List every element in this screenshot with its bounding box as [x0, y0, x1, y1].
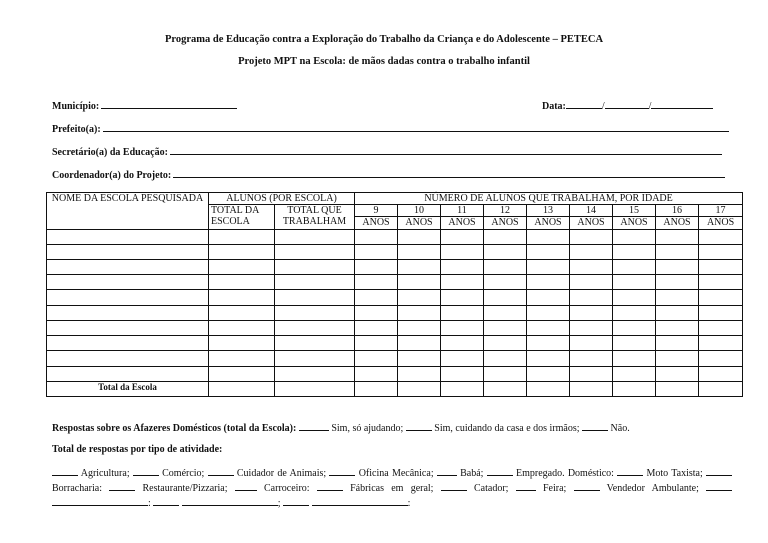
date-label: Data: [542, 101, 566, 112]
table-cell[interactable] [527, 244, 570, 259]
activity-count-blank[interactable] [441, 481, 467, 491]
table-cell[interactable] [527, 290, 570, 305]
age-unit: ANOS [699, 217, 743, 229]
table-cell[interactable] [656, 290, 699, 305]
table-cell[interactable] [656, 244, 699, 259]
table-cell[interactable] [47, 336, 209, 351]
coordenador-blank[interactable] [173, 168, 725, 178]
activity-label: Catador; [474, 483, 509, 494]
table-cell[interactable] [484, 244, 527, 259]
other-separator: : [407, 498, 411, 509]
table-cell[interactable] [484, 320, 527, 335]
table-cell[interactable] [47, 320, 209, 335]
table-cell[interactable] [613, 366, 656, 381]
table-row [47, 244, 743, 259]
table-cell[interactable] [398, 244, 441, 259]
table-cell[interactable] [355, 305, 398, 320]
municipio-label: Município: [52, 101, 100, 112]
activity-count-blank[interactable] [437, 466, 457, 476]
table-cell[interactable] [275, 336, 355, 351]
date-separator: / [601, 101, 605, 112]
table-cell[interactable] [209, 275, 275, 290]
table-cell[interactable] [656, 275, 699, 290]
age-unit: ANOS [656, 217, 699, 229]
table-cell[interactable] [209, 320, 275, 335]
municipio-blank[interactable] [101, 99, 237, 109]
table-cell[interactable] [484, 275, 527, 290]
table-cell[interactable] [527, 336, 570, 351]
table-cell[interactable] [441, 229, 484, 244]
table-cell[interactable] [398, 351, 441, 366]
table-cell[interactable] [656, 229, 699, 244]
table-cell[interactable] [570, 381, 613, 396]
table-cell[interactable] [275, 259, 355, 274]
activity-label: Agricultura; [80, 468, 130, 479]
table-cell[interactable] [398, 259, 441, 274]
survey-table [46, 192, 743, 397]
other-activity-blank[interactable] [52, 496, 148, 506]
total-escola-header: TOTAL DA ESCOLA [209, 205, 275, 229]
total-row [47, 381, 743, 396]
prefeito-label: Prefeito(a): [52, 124, 101, 135]
table-row [47, 351, 743, 366]
table-cell[interactable] [441, 336, 484, 351]
table-cell[interactable] [209, 366, 275, 381]
table-cell[interactable] [275, 275, 355, 290]
date-month-blank[interactable] [605, 99, 649, 109]
activity-count-blank[interactable] [235, 481, 257, 491]
table-cell[interactable] [570, 259, 613, 274]
table-header-row [47, 193, 743, 205]
table-cell[interactable] [209, 229, 275, 244]
table-cell[interactable] [527, 366, 570, 381]
table-cell[interactable] [209, 244, 275, 259]
table-cell[interactable] [613, 290, 656, 305]
table-cell[interactable] [209, 351, 275, 366]
activities-label: Total de respostas por tipo de atividade: [52, 444, 223, 455]
activity-count-blank[interactable] [208, 466, 234, 476]
table-cell[interactable] [570, 305, 613, 320]
activity-count-blank[interactable] [133, 466, 159, 476]
table-cell[interactable] [441, 244, 484, 259]
coordenador-field [52, 168, 725, 181]
table-cell[interactable] [398, 336, 441, 351]
table-cell[interactable] [699, 244, 743, 259]
table-cell[interactable] [398, 366, 441, 381]
prefeito-field [52, 122, 729, 135]
table-cell[interactable] [398, 381, 441, 396]
answer-option-2: Sim, cuidando da casa e dos irmãos; [434, 423, 580, 434]
table-cell[interactable] [47, 229, 209, 244]
alunos-group-header: ALUNOS (POR ESCOLA) [209, 193, 355, 205]
answer-blank[interactable] [582, 421, 608, 431]
table-cell[interactable] [441, 259, 484, 274]
table-cell[interactable] [527, 229, 570, 244]
table-cell[interactable] [355, 381, 398, 396]
activity-label: Vendedor Ambulante; [606, 483, 699, 494]
prefeito-blank[interactable] [103, 122, 729, 132]
table-cell[interactable] [275, 381, 355, 396]
table-cell[interactable] [484, 259, 527, 274]
table-cell[interactable] [484, 229, 527, 244]
table-cell[interactable] [441, 275, 484, 290]
table-cell[interactable] [398, 320, 441, 335]
table-cell[interactable] [527, 259, 570, 274]
table-cell[interactable] [613, 229, 656, 244]
table-cell[interactable] [527, 305, 570, 320]
table-row [47, 336, 743, 351]
activity-count-blank[interactable] [516, 481, 536, 491]
activities-list [52, 466, 732, 511]
activity-count-blank[interactable] [109, 481, 135, 491]
other-activity-blank[interactable] [312, 496, 408, 506]
age-10-header: 10 [398, 205, 441, 217]
table-row [47, 259, 743, 274]
table-cell[interactable] [699, 305, 743, 320]
table-cell[interactable] [209, 336, 275, 351]
activity-label: Moto Taxista; [646, 468, 703, 479]
table-cell[interactable] [47, 351, 209, 366]
table-cell[interactable] [613, 381, 656, 396]
table-cell[interactable] [47, 259, 209, 274]
other-separator: : [148, 498, 151, 509]
other-count-blank[interactable] [283, 496, 309, 506]
table-cell[interactable] [398, 305, 441, 320]
age-unit: ANOS [441, 217, 484, 229]
total-trabalham-header: TOTAL QUE TRABALHAM [275, 205, 355, 229]
table-cell[interactable] [699, 381, 743, 396]
municipio-field [52, 99, 237, 112]
table-cell[interactable] [527, 381, 570, 396]
table-cell[interactable] [613, 259, 656, 274]
age-17-header: 17 [699, 205, 743, 217]
table-cell[interactable] [275, 366, 355, 381]
table-cell[interactable] [441, 305, 484, 320]
table-cell[interactable] [47, 290, 209, 305]
activity-count-blank[interactable] [487, 466, 513, 476]
activity-label: Oficina Mecânica; [358, 468, 434, 479]
table-cell[interactable] [570, 351, 613, 366]
table-cell[interactable] [570, 244, 613, 259]
table-cell[interactable] [527, 351, 570, 366]
table-cell[interactable] [656, 305, 699, 320]
activity-count-blank[interactable] [617, 466, 643, 476]
other-count-blank[interactable] [153, 496, 179, 506]
table-cell[interactable] [656, 366, 699, 381]
age-unit: ANOS [570, 217, 613, 229]
table-cell[interactable] [570, 366, 613, 381]
age-16-header: 16 [656, 205, 699, 217]
answer-option-3: Não. [610, 423, 630, 434]
table-cell[interactable] [275, 351, 355, 366]
other-activity-blank[interactable] [182, 496, 278, 506]
activity-label: Cuidador de Animais; [236, 468, 327, 479]
activity-label: Feira; [542, 483, 567, 494]
table-cell[interactable] [527, 275, 570, 290]
activity-count-blank[interactable] [52, 466, 78, 476]
activity-count-blank[interactable] [706, 466, 732, 476]
table-cell[interactable] [355, 259, 398, 274]
table-cell[interactable] [699, 290, 743, 305]
table-cell[interactable] [398, 229, 441, 244]
answer-option-1: Sim, só ajudando; [331, 423, 404, 434]
document-title: Programa de Educação contra a Exploração do Trabalho da Criança e do Adolescente – PETECA [164, 34, 604, 45]
coordenador-label: Coordenador(a) do Projeto: [52, 170, 172, 181]
table-cell[interactable] [656, 351, 699, 366]
date-year-blank[interactable] [651, 99, 713, 109]
activity-label: Babá; [460, 468, 484, 479]
table-row [47, 305, 743, 320]
secretario-field [52, 145, 722, 158]
answer-blank[interactable] [406, 421, 432, 431]
age-unit: ANOS [527, 217, 570, 229]
table-cell[interactable] [355, 229, 398, 244]
table-cell[interactable] [570, 320, 613, 335]
age-unit: ANOS [484, 217, 527, 229]
other-count-blank[interactable] [706, 481, 732, 491]
table-cell[interactable] [355, 351, 398, 366]
age-12-header: 12 [484, 205, 527, 217]
table-cell[interactable] [47, 305, 209, 320]
activity-count-blank[interactable] [329, 466, 355, 476]
table-cell[interactable] [441, 381, 484, 396]
table-cell[interactable] [656, 336, 699, 351]
table-cell[interactable] [527, 320, 570, 335]
table-cell[interactable] [656, 259, 699, 274]
table-cell[interactable] [570, 229, 613, 244]
table-cell[interactable] [275, 229, 355, 244]
age-11-header: 11 [441, 205, 484, 217]
activity-label: Borracharia: [52, 483, 102, 494]
table-cell[interactable] [484, 351, 527, 366]
table-cell[interactable] [441, 351, 484, 366]
table-row [47, 366, 743, 381]
table-cell[interactable] [613, 275, 656, 290]
table-cell[interactable] [613, 244, 656, 259]
activity-count-blank[interactable] [574, 481, 600, 491]
table-cell[interactable] [570, 290, 613, 305]
table-cell[interactable] [209, 305, 275, 320]
table-cell[interactable] [275, 290, 355, 305]
table-cell[interactable] [441, 320, 484, 335]
table-cell[interactable] [484, 336, 527, 351]
table-cell[interactable] [398, 290, 441, 305]
secretario-blank[interactable] [170, 145, 722, 155]
age-unit: ANOS [355, 217, 398, 229]
table-cell[interactable] [275, 320, 355, 335]
activity-count-blank[interactable] [317, 481, 343, 491]
table-row [47, 290, 743, 305]
answers-line [52, 421, 630, 434]
age-unit: ANOS [398, 217, 441, 229]
table-cell[interactable] [47, 366, 209, 381]
table-cell[interactable] [441, 366, 484, 381]
table-cell[interactable] [355, 244, 398, 259]
age-13-header: 13 [527, 205, 570, 217]
activity-label: Restaurante/Pizzaria; [142, 483, 228, 494]
table-cell[interactable] [656, 320, 699, 335]
age-unit: ANOS [613, 217, 656, 229]
table-cell[interactable] [570, 275, 613, 290]
table-row [47, 275, 743, 290]
total-row-label: Total da Escola [47, 381, 209, 396]
table-cell[interactable] [275, 305, 355, 320]
table-row [47, 229, 743, 244]
table-cell[interactable] [355, 366, 398, 381]
table-cell[interactable] [699, 275, 743, 290]
table-cell[interactable] [613, 336, 656, 351]
table-cell[interactable] [613, 320, 656, 335]
date-day-blank[interactable] [566, 99, 602, 109]
table-cell[interactable] [441, 290, 484, 305]
table-cell[interactable] [209, 290, 275, 305]
table-cell[interactable] [484, 381, 527, 396]
table-cell[interactable] [699, 366, 743, 381]
activity-label: Fábricas em geral; [350, 483, 434, 494]
activity-label: Empregado. Doméstico: [515, 468, 614, 479]
table-cell[interactable] [355, 275, 398, 290]
table-cell[interactable] [570, 336, 613, 351]
table-cell[interactable] [209, 381, 275, 396]
table-cell[interactable] [484, 366, 527, 381]
date-separator: / [648, 101, 652, 112]
table-cell[interactable] [355, 336, 398, 351]
activity-label: Comércio; [162, 468, 205, 479]
table-cell[interactable] [355, 290, 398, 305]
table-row [47, 320, 743, 335]
secretario-label: Secretário(a) da Educação: [52, 147, 168, 158]
activity-label: Carroceiro: [264, 483, 310, 494]
table-cell[interactable] [699, 351, 743, 366]
table-cell[interactable] [699, 320, 743, 335]
table-cell[interactable] [47, 244, 209, 259]
age-14-header: 14 [570, 205, 613, 217]
table-cell[interactable] [209, 259, 275, 274]
table-cell[interactable] [656, 381, 699, 396]
table-cell[interactable] [398, 275, 441, 290]
table-cell[interactable] [275, 244, 355, 259]
table-cell[interactable] [47, 275, 209, 290]
table-cell[interactable] [699, 229, 743, 244]
age-9-header: 9 [355, 205, 398, 217]
table-cell[interactable] [484, 290, 527, 305]
table-cell[interactable] [699, 259, 743, 274]
school-name-header: NOME DA ESCOLA PESQUISADA [47, 193, 209, 230]
table-cell[interactable] [699, 336, 743, 351]
document-subtitle: Projeto MPT na Escola: de mãos dadas contra o trabalho infantil [238, 56, 530, 67]
table-cell[interactable] [355, 320, 398, 335]
table-cell[interactable] [484, 305, 527, 320]
age-group-header: NÚMERO DE ALUNOS QUE TRABALHAM, POR IDADE [355, 193, 743, 205]
other-separator: ; [277, 498, 281, 509]
age-15-header: 15 [613, 205, 656, 217]
answer-blank[interactable] [299, 421, 329, 431]
answers-label: Respostas sobre os Afazeres Domésticos (total da Escola): [52, 423, 297, 434]
table-cell[interactable] [613, 351, 656, 366]
table-cell[interactable] [613, 305, 656, 320]
date-field [542, 99, 713, 112]
